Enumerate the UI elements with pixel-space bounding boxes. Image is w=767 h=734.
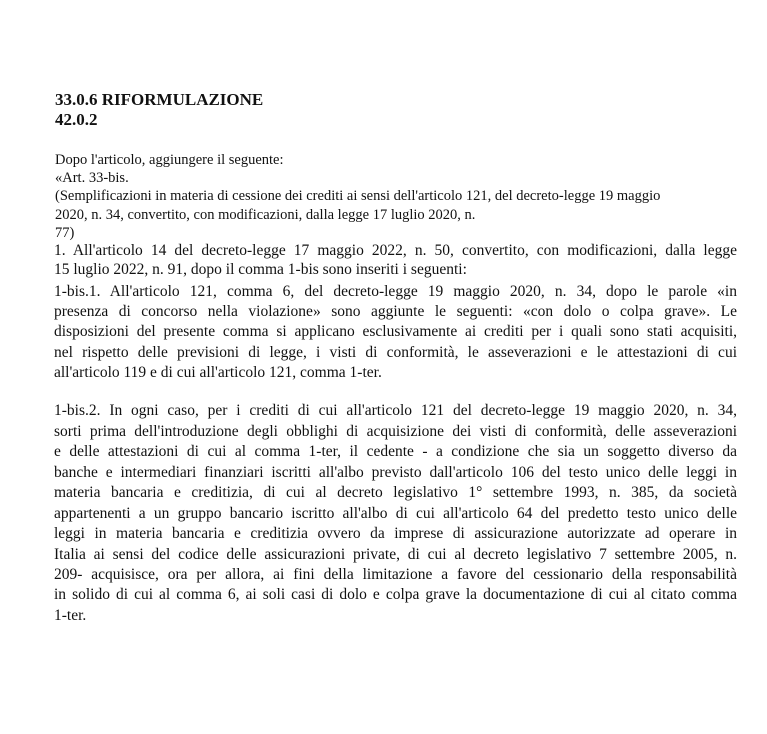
intro-line: 77) [55, 225, 75, 241]
paragraph-2-line: e delle attestazioni di cui al comma 1-ter, il cedente - a condizione che sia un soggetto diverso da [54, 443, 737, 460]
paragraph-1-line: disposizioni del presente comma si applicano esclusivamente ai crediti per i quali sono stati acquisiti, [54, 323, 737, 340]
paragraph-2-line: sorti prima dell'introduzione degli obblighi di acquisizione dei visti di conformità, delle asseverazioni [54, 423, 737, 440]
paragraph-1-line: 1-bis.1. All'articolo 121, comma 6, del decreto-legge 19 maggio 2020, n. 34, dopo le parole «in [54, 283, 737, 300]
paragraph-1-line: 15 luglio 2022, n. 91, dopo il comma 1-bis sono inseriti i seguenti: [54, 261, 467, 278]
paragraph-1-line: all'articolo 119 e di cui all'articolo 121, comma 1-ter. [54, 364, 382, 381]
paragraph-2-line: Italia ai sensi del codice delle assicurazioni private, di cui al decreto legislativo 7 settembre 2005, n. [54, 546, 737, 563]
paragraph-1-line: 1. All'articolo 14 del decreto-legge 17 maggio 2022, n. 50, convertito, con modificazioni, dalla legge [54, 242, 737, 259]
paragraph-1-line: presenza di concorso nella violazione» sono aggiunte le seguenti: «con dolo o colpa grave». Le [54, 303, 737, 320]
paragraph-2-line: in solido di cui al comma 6, ai soli casi di dolo e colpa grave la documentazione di cui al citato comma [54, 586, 737, 603]
intro-line: «Art. 33-bis. [55, 170, 129, 186]
paragraph-2-line: 1-ter. [54, 607, 87, 624]
paragraph-2-line: banche e intermediari finanziari iscritti all'albo previsto dall'articolo 106 del testo unico delle leggi in [54, 464, 737, 481]
paragraph-2-line: appartenenti a un gruppo bancario iscritto all'albo di cui all'articolo 64 del predetto testo unico delle [54, 505, 737, 522]
paragraph-1-line: nel rispetto delle previsioni di legge, i visti di conformità, le asseverazioni e le attestazioni di cui [54, 344, 737, 361]
amendment-number: 33.0.6 RIFORMULAZIONE [55, 90, 264, 109]
paragraph-2-line: materia bancaria e creditizia, di cui al decreto legislativo 1° settembre 1993, n. 385, da società [54, 484, 737, 501]
intro-line: (Semplificazioni in materia di cessione dei crediti ai sensi dell'articolo 121, del decreto-legge 19 maggio [55, 188, 661, 204]
paragraph-2-line: leggi in materia bancaria e creditizia ovvero da imprese di assicurazione autorizzate ad operare in [54, 525, 737, 542]
paragraph-2-line: 209- acquisisce, ora per allora, ai fini della limitazione a favore del cessionario della responsabilità [54, 566, 737, 583]
intro-line: Dopo l'articolo, aggiungere il seguente: [55, 152, 284, 168]
paragraph-2-line: 1-bis.2. In ogni caso, per i crediti di cui all'articolo 121 del decreto-legge 19 maggio 2020, n. 34, [54, 402, 737, 419]
amendment-reference: 42.0.2 [55, 110, 98, 129]
intro-line: 2020, n. 34, convertito, con modificazioni, dalla legge 17 luglio 2020, n. [55, 207, 476, 223]
